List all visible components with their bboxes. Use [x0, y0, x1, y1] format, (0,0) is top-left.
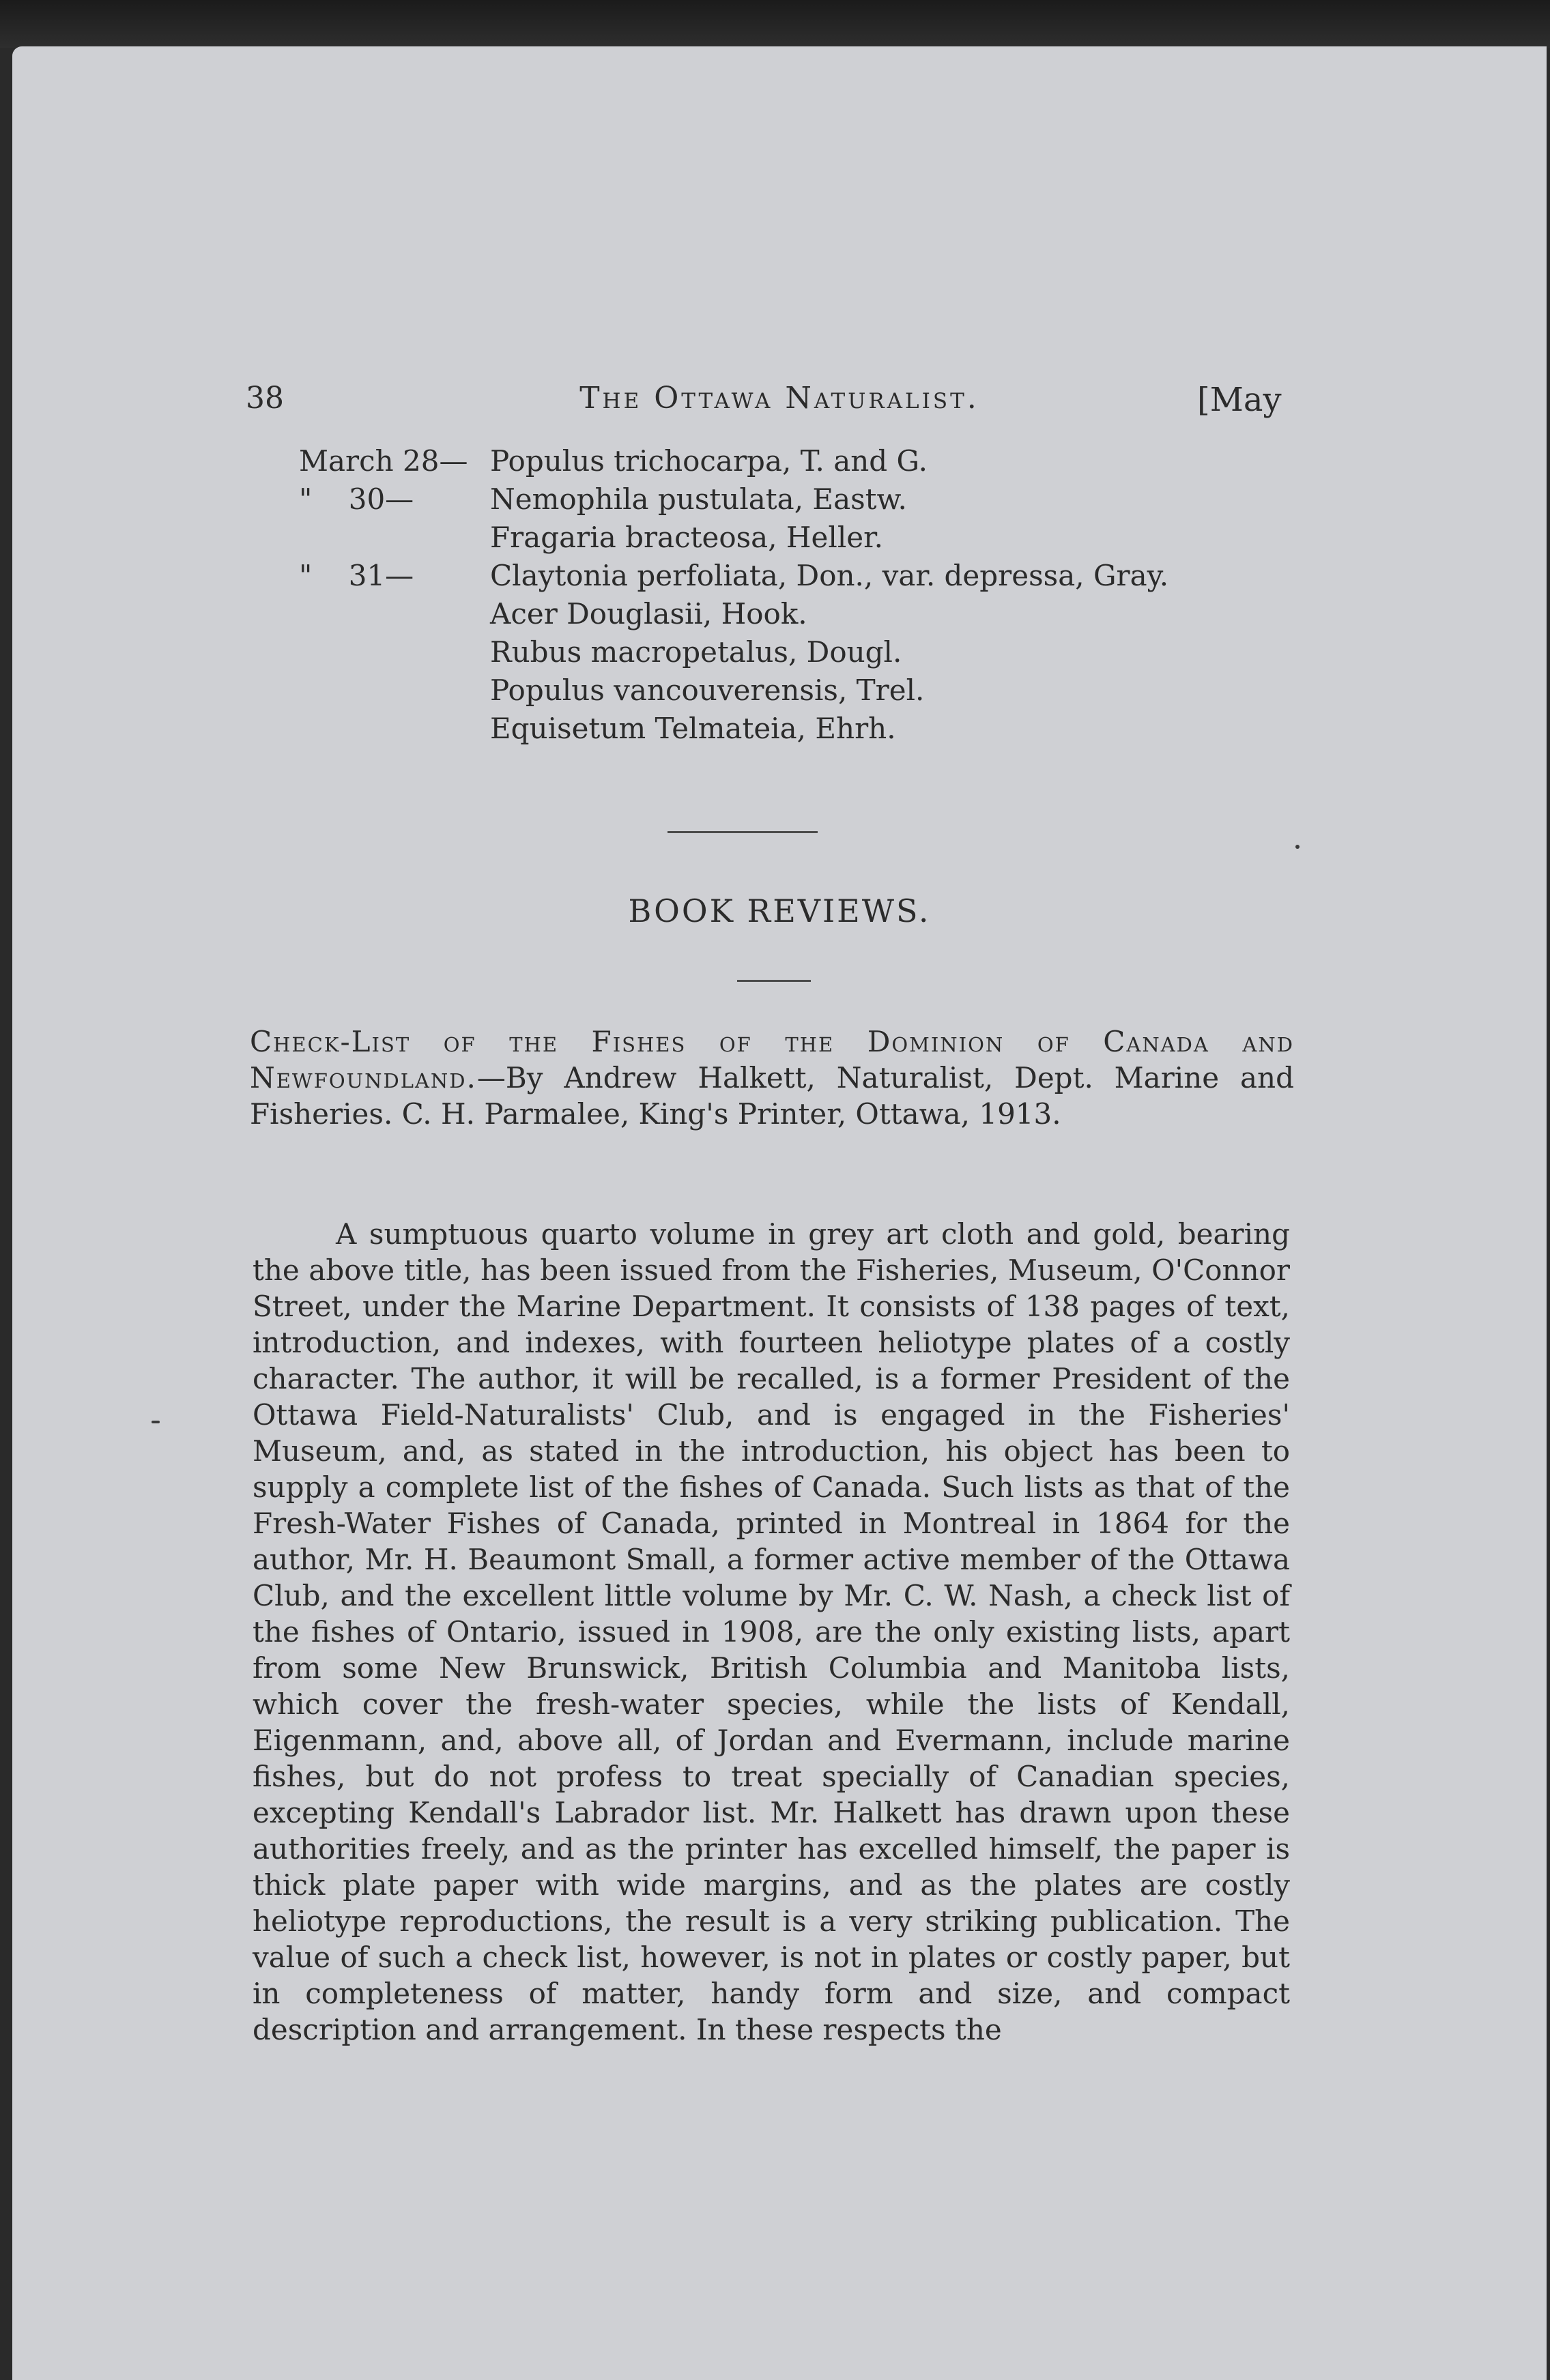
species-name: Equisetum Telmateia, Ehrh. [490, 712, 896, 745]
species-name: Populus vancouverensis, Trel. [490, 673, 925, 707]
species-name: Claytonia perfoliata, Don., var. depressa, Gray. [490, 559, 1169, 592]
flowering-dates-list [299, 442, 1168, 748]
list-item [299, 710, 1168, 748]
species-name: Populus trichocarpa, T. and G. [490, 444, 928, 478]
species-name: Fragaria bracteosa, Heller. [490, 521, 883, 554]
date-label: " 31— [299, 559, 414, 592]
list-item [299, 442, 1168, 480]
date-label [299, 519, 490, 557]
review-body: A sumptuous quarto volume in grey art cloth and gold, bearing the above title, has been issued from the Fisheries, Museum, O'Connor Street, under the Marine Department. It consists of 138 pages of text, introduction, and indexes, with fourteen heliotype plates of a costly character. The author, it will be recalled, is a former President of the Ottawa Field-Naturalists' Club, and is engaged in the Fisheries' Museum, and, as stated in the introduction, his object has been to supply a complete list of the fishes of Canada. Such lists as that of the Fresh-Water Fishes of Canada, printed in Montreal in 1864 for the author, Mr. H. Beaumont Small, a former active member of the Ottawa Club, and the excellent little volume by Mr. C. W. Nash, a check list of the fishes of Ontario, issued in 1908, are the only existing lists, apart from some New Brunswick, British Columbia and Manitoba lists, which cover the fresh-water species, while the lists of Kendall, Eigenmann, and, above all, of Jordan and Evermann, include marine fishes, but do not profess to treat specially of Canadian species, excepting Kendall's Labrador list. Mr. Halkett has drawn upon these authorities freely, and as the printer has excelled himself, the paper is thick plate paper with wide margins, and as the plates are costly heliotype reproductions, the result is a very striking publication. The value of such a check list, however, is not in plates or costly paper, but in completeness of matter, handy form and size, and compact description and arrangement. In these respects the [253, 1217, 1290, 2046]
list-item [299, 633, 1168, 671]
list-item [299, 671, 1168, 710]
date-label [299, 671, 490, 710]
scan-speck [152, 1421, 160, 1423]
species-name: Rubus macropetalus, Dougl. [490, 635, 902, 669]
section-divider [668, 831, 818, 833]
citation-details: —By Andrew Halkett, Naturalist, Dept. Marine and Fisheries. C. H. Parmalee, King's Printer, Ottawa, 1913. [250, 1061, 1294, 1131]
section-heading: BOOK REVIEWS. [628, 893, 931, 929]
book-page [12, 46, 1547, 2380]
date-label [299, 710, 490, 748]
date-label: March 28— [299, 444, 468, 478]
species-name: Acer Douglasii, Hook. [490, 597, 807, 630]
list-item [299, 557, 1168, 595]
running-title: The Ottawa Naturalist. [579, 381, 979, 416]
date-label [299, 595, 490, 633]
list-item [299, 480, 1168, 519]
review-citation [250, 1024, 1294, 1132]
species-name: Nemophila pustulata, Eastw. [490, 482, 907, 516]
heading-divider [737, 980, 811, 982]
date-label: " 30— [299, 482, 414, 516]
citation-title: Check-List of the Fishes of the Dominion of Canada and Newfoundland. [250, 1025, 1294, 1094]
scan-border [0, 0, 1550, 48]
scan-speck [1295, 845, 1300, 849]
running-header [12, 333, 1547, 419]
list-item [299, 595, 1168, 633]
issue-month: [May [1197, 381, 1282, 419]
date-label [299, 633, 490, 671]
page-number: 38 [246, 381, 284, 416]
list-item [299, 519, 1168, 557]
